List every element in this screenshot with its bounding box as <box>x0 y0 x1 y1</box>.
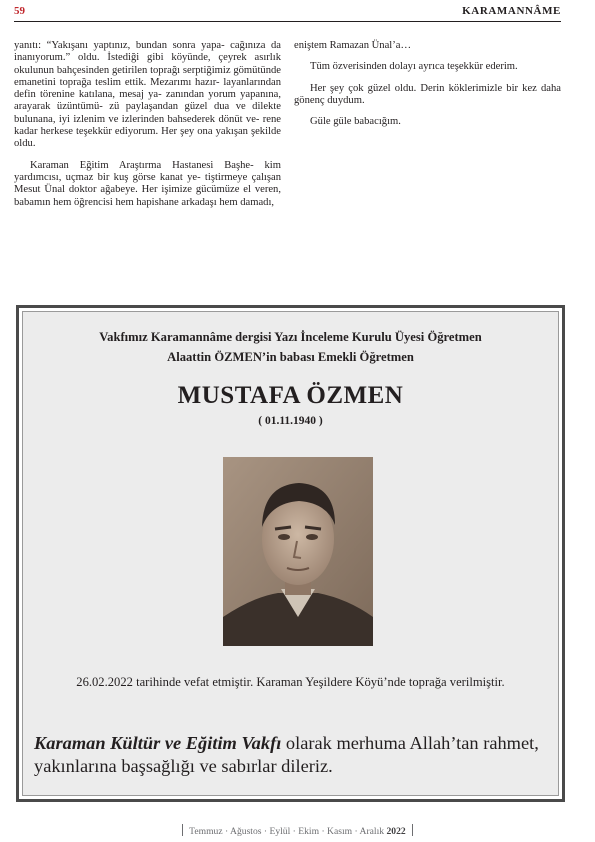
article-paragraph: Karaman Eğitim Araştırma Hastanesi Başhe- kim yardımcısı, uçmaz bir kuş görse kanat ye- tiştirmeye çalışan Mesut Ünal doktor ağabeye. Her işimize gücümüze el veren, babamın hem öğrencisi hem hapishane arkadaşı hem damadı, <box>14 159 281 208</box>
portrait-illustration <box>223 457 373 646</box>
footer-divider <box>182 824 183 836</box>
obituary-notice <box>16 305 565 802</box>
page-footer <box>0 824 595 837</box>
deceased-name: MUSTAFA ÖZMEN <box>177 382 404 409</box>
article-paragraph: yanıtı: “Yakışanı yaptınız, bundan sonra yapa- cağınıza da inanıyorum.” oldu. İstediği gibi köyünde, çeyrek asırlık okulunun bahçesinden getirilen toprağı serptiğimiz gömütünde emanetini toprağa teslim ettik. Mezarımı hazır- layanlarından defin törenine katılana, mesaj ya- zanından yorum yapanına, arayarak üzüntümü- zü paylaşandan güzel dua ve dilekte bulunana, iyi izlenim ve izlerinden bahsederek dönüt ve- rene kadar herkese teşekkür ediyorum. Her şey ona yakışan şekilde oldu. <box>14 40 281 150</box>
article-paragraph: Güle güle babacığım. <box>310 116 401 128</box>
intro-line: Alaattin ÖZMEN’in babası Emekli Öğretmen <box>167 350 414 364</box>
article-paragraph: Tüm özverisinden dolayı ayrıca teşekkür ederim. <box>310 61 518 73</box>
portrait-photo <box>223 457 373 646</box>
obituary-panel <box>22 311 559 796</box>
article-right-column <box>294 40 561 137</box>
birth-date: ( 01.11.1940 ) <box>258 415 323 427</box>
condolence-message <box>34 732 542 778</box>
intro-line: Vakfımız Karamannâme dergisi Yazı İnceleme Kurulu Üyesi Öğretmen <box>99 330 482 344</box>
foundation-name: Karaman Kültür ve Eğitim Vakfı <box>34 733 282 753</box>
article-paragraph: Her şey çok güzel oldu. Derin köklerimizle bir kez daha gönenç duydum. <box>294 82 561 106</box>
page-header <box>14 4 561 22</box>
issue-months: Temmuz · Ağustos · Eylül · Ekim · Kasım · Aralık <box>189 826 385 837</box>
issue-year: 2022 <box>386 826 406 837</box>
death-statement: 26.02.2022 tarihinde vefat etmiştir. Karaman Yeşildere Köyü’nde toprağa verilmiştir. <box>76 675 505 689</box>
condolence-text: olarak merhuma Allah’tan rahmet, yakınlarına başsağlığı ve sabırlar dileriz. <box>34 733 539 776</box>
article-paragraph: eniştem Ramazan Ünal’a… <box>294 40 412 51</box>
journal-name: KARAMANNÂME <box>462 5 561 17</box>
article-left-column <box>14 40 281 218</box>
header-rule <box>14 21 561 22</box>
footer-divider <box>412 824 413 836</box>
page-number: 59 <box>14 5 25 17</box>
obituary-intro <box>23 327 558 367</box>
